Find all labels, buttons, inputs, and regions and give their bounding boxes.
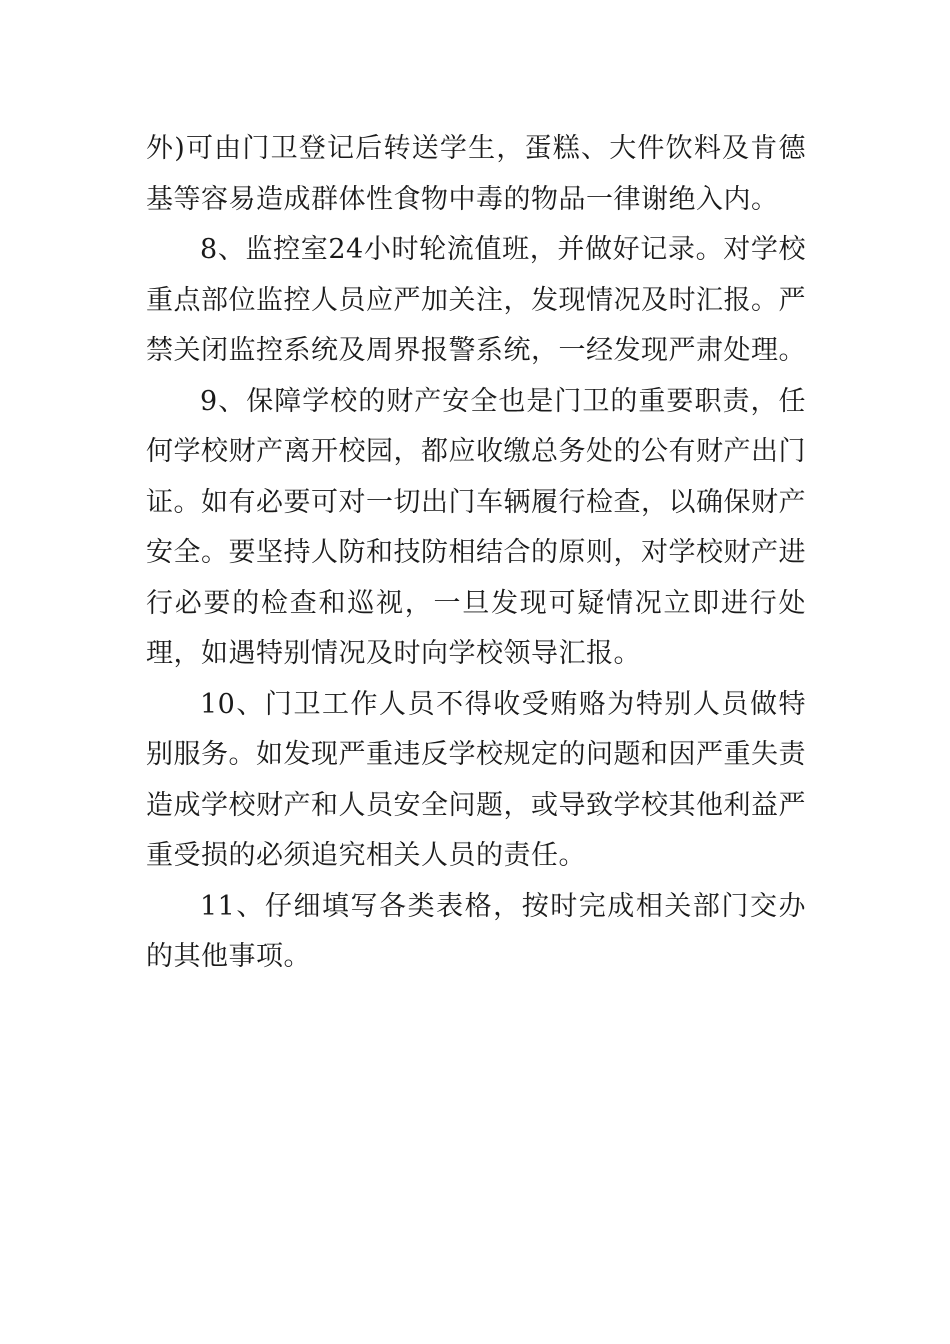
- document-body: [146, 124, 806, 983]
- paragraph-item-10: 10、门卫工作人员不得收受贿赂为特别人员做特别服务。如发现严重违反学校规定的问题和因严重失责造成学校财产和人员安全问题，或导致学校其他利益严重受损的必须追究相关人员的责任。: [146, 688, 806, 871]
- paragraph-item-11: 11、仔细填写各类表格，按时完成相关部门交办的其他事项。: [146, 890, 806, 972]
- paragraph-item-9: 9、保障学校的财产安全也是门卫的重要职责，任何学校财产离开校园，都应收缴总务处的公有财产出门证。如有必要可对一切出门车辆履行检查，以确保财产安全。要坚持人防和技防相结合的原则，对学校财产进行必要的检查和巡视，一旦发现可疑情况立即进行处理，如遇特别情况及时向学校领导汇报。: [146, 385, 806, 669]
- paragraph-item-8: 8、监控室24小时轮流值班，并做好记录。对学校重点部位监控人员应严加关注，发现情况及时汇报。严禁关闭监控系统及周界报警系统，一经发现严肃处理。: [146, 234, 806, 366]
- paragraph-continuation: 外)可由门卫登记后转送学生，蛋糕、大件饮料及肯德基等容易造成群体性食物中毒的物品一律谢绝入内。: [146, 133, 806, 215]
